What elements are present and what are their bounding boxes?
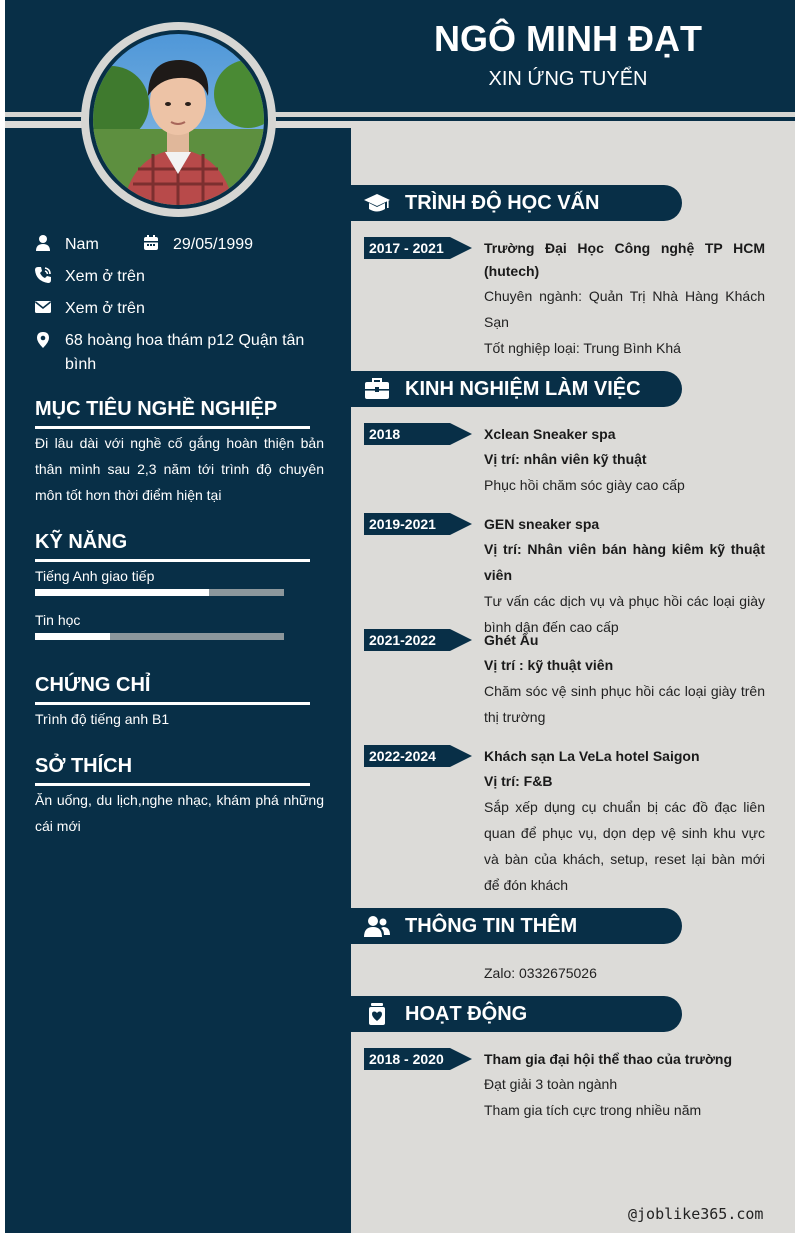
- job-role: Vị trí: nhân viên kỹ thuật: [484, 451, 647, 467]
- date-tag: [364, 237, 472, 259]
- candidate-name: NGÔ MINH ĐẠT: [434, 18, 702, 59]
- job-title: XIN ỨNG TUYỂN: [488, 68, 648, 90]
- objective-rule: [35, 426, 310, 429]
- date-tag: [364, 745, 472, 767]
- hobbies-title: SỞ THÍCH: [35, 755, 133, 777]
- experience-entry: [484, 423, 765, 498]
- skill-bar-fill: [35, 633, 110, 640]
- date-text: 2019-2021: [369, 516, 436, 532]
- job-role: Vị trí: Nhân viên bán hàng kiêm kỹ thuật viên: [484, 541, 765, 583]
- hobbies-text: Ăn uống, du lịch,nghe nhạc, khám phá những cái mới: [35, 792, 324, 834]
- experience-entry: [484, 745, 765, 898]
- date-text: 2022-2024: [369, 748, 436, 764]
- certificates-title: CHỨNG CHỈ: [35, 674, 151, 696]
- date-tag: [364, 423, 472, 445]
- resume-page: [5, 0, 795, 1233]
- job-description: Chăm sóc vệ sinh phục hồi các loại giày trên thị trường: [484, 683, 765, 725]
- date-text: 2017 - 2021: [369, 240, 444, 256]
- hobbies-rule: [35, 783, 310, 786]
- address-value: 68 hoàng hoa thám p12 Quận tân bình: [65, 332, 305, 373]
- company-name: Khách sạn La VeLa hotel Saigon: [484, 748, 700, 764]
- skill-bar: [35, 589, 284, 596]
- avatar: [93, 34, 264, 205]
- experience-title: KINH NGHIỆM LÀM VIỆC: [405, 378, 641, 400]
- company-name: Xclean Sneaker spa: [484, 426, 616, 442]
- experience-header: [351, 371, 682, 407]
- location-icon: [34, 331, 52, 349]
- experience-entry: [484, 513, 765, 640]
- avatar-frame: [81, 22, 276, 217]
- certificates-rule: [35, 702, 310, 705]
- school-name: Trường Đại Học Công nghệ TP HCM (hutech): [484, 240, 765, 279]
- activity-entry: [484, 1048, 765, 1123]
- skill-bar-fill: [35, 589, 209, 596]
- badge-icon: [363, 1002, 391, 1026]
- briefcase-icon: [363, 377, 391, 401]
- job-description: Tư vấn các dịch vụ và phục hồi các loại giày bình dân đến cao cấp: [484, 593, 765, 635]
- phone-value: Xem ở trên: [65, 268, 145, 285]
- users-icon: [363, 914, 391, 938]
- education-title: TRÌNH ĐỘ HỌC VẤN: [405, 192, 600, 214]
- additional-entry: [484, 960, 765, 986]
- date-text: 2018 - 2020: [369, 1051, 444, 1067]
- grade: Tốt nghiệp loại: Trung Bình Khá: [484, 340, 681, 356]
- date-tag: [364, 1048, 472, 1070]
- gender-value: Nam: [65, 236, 99, 253]
- education-header: [351, 185, 682, 221]
- activity-name: Tham gia đại hội thể thao của trường: [484, 1051, 732, 1067]
- skills-title: KỸ NĂNG: [35, 531, 128, 553]
- skill-label: Tiếng Anh giao tiếp: [35, 568, 155, 584]
- activities-header: [351, 996, 682, 1032]
- experience-entry: [484, 629, 765, 730]
- major: Chuyên ngành: Quản Trị Nhà Hàng Khách Sạn: [484, 288, 765, 330]
- birthday-value: 29/05/1999: [173, 236, 254, 253]
- date-tag: [364, 629, 472, 651]
- job-role: Vị trí : kỹ thuật viên: [484, 657, 614, 673]
- job-description: Sắp xếp dụng cụ chuẩn bị các đồ đạc liên quan để phục vụ, dọn dẹp vệ sinh khu vực và bàn của khách, setup, reset lại bàn mới để đón khách: [484, 799, 765, 893]
- education-entry: [484, 237, 765, 361]
- email-value: Xem ở trên: [65, 300, 145, 317]
- skill-bar: [35, 633, 284, 640]
- date-tag: [364, 513, 472, 535]
- skill-label: Tin học: [35, 612, 81, 628]
- activity-detail: Tham gia tích cực trong nhiều năm: [484, 1102, 702, 1118]
- watermark: @joblike365.com: [628, 1205, 764, 1223]
- calendar-icon: [142, 234, 160, 252]
- user-icon: [34, 234, 52, 252]
- company-name: Ghét Ẩu: [484, 632, 539, 648]
- job-description: Phục hồi chăm sóc giày cao cấp: [484, 477, 685, 493]
- date-text: 2021-2022: [369, 632, 436, 648]
- additional-title: THÔNG TIN THÊM: [405, 915, 578, 937]
- objective-title: MỤC TIÊU NGHỀ NGHIỆP: [35, 398, 278, 420]
- date-text: 2018: [369, 426, 401, 442]
- graduation-cap-icon: [363, 191, 391, 215]
- phone-icon: [34, 266, 52, 284]
- job-role: Vị trí: F&B: [484, 773, 553, 789]
- activity-detail: Đạt giải 3 toàn ngành: [484, 1076, 618, 1092]
- company-name: GEN sneaker spa: [484, 516, 600, 532]
- email-icon: [34, 298, 52, 316]
- additional-header: [351, 908, 682, 944]
- skills-rule: [35, 559, 310, 562]
- objective-text: Đi lâu dài với nghề cố gắng hoàn thiện bản thân mình sau 2,3 năm tới trình độ chuyên môn tốt hơn thời điểm hiện tại: [35, 435, 324, 503]
- zalo-contact: Zalo: 0332675026: [484, 965, 597, 981]
- activities-title: HOẠT ĐỘNG: [405, 1003, 528, 1025]
- certificates-text: Trình độ tiếng anh B1: [35, 711, 170, 727]
